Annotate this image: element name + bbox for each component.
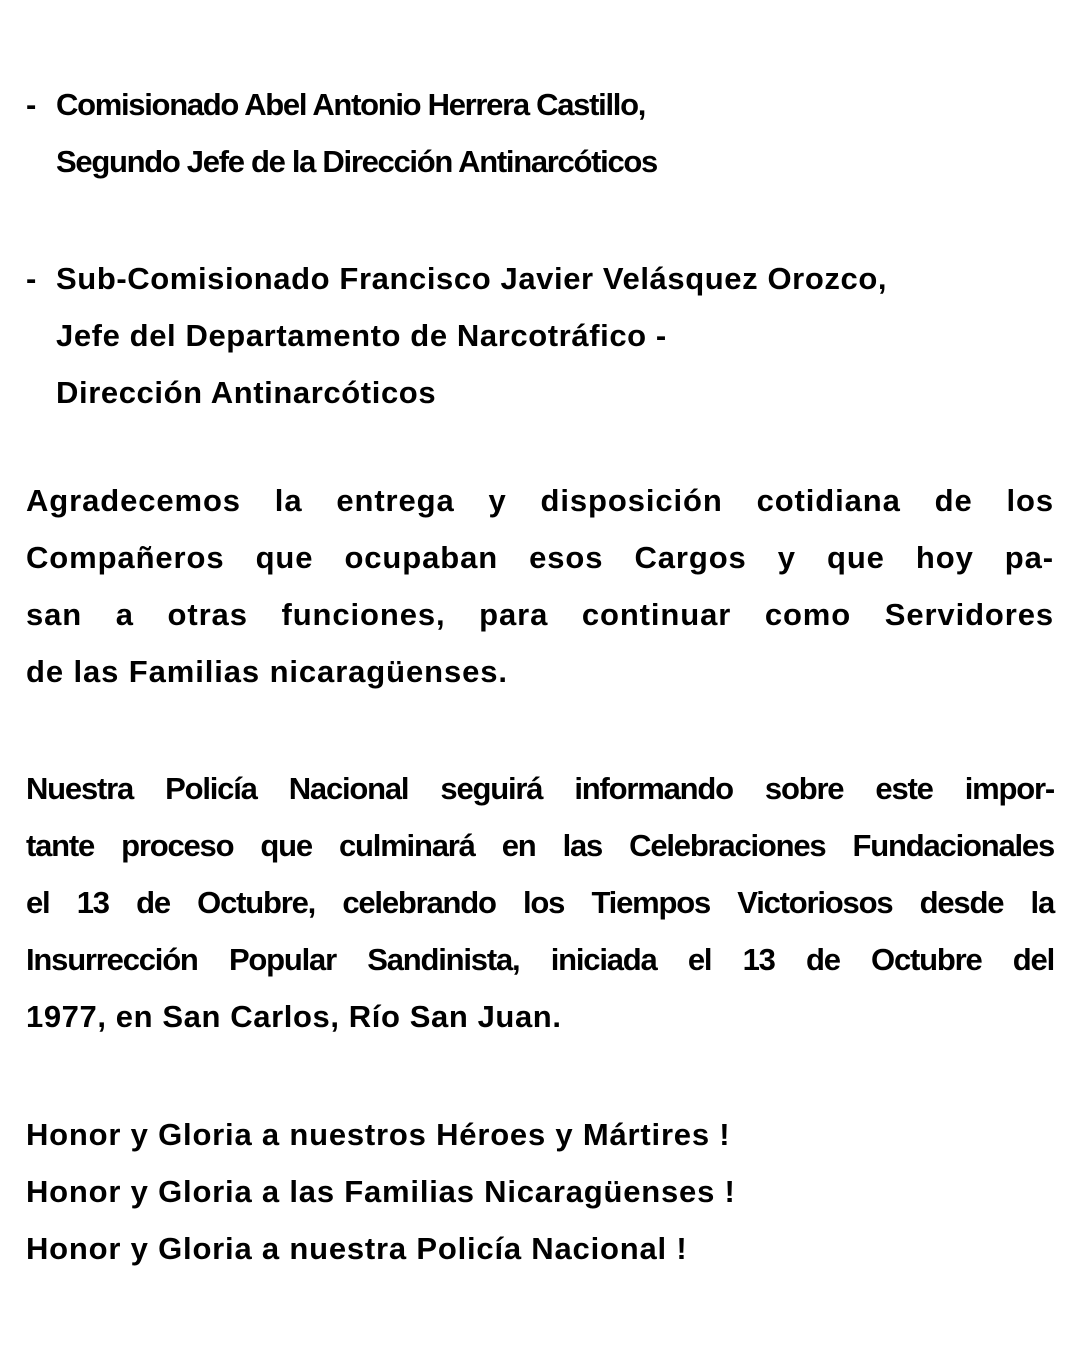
paragraph-line: Insurrección Popular Sandinista, iniciada el 13 de Octubre del (26, 942, 1054, 977)
entry-position-line: Dirección Antinarcóticos (56, 375, 437, 410)
news-paragraph (26, 760, 1054, 1045)
entry-position-line: Segundo Jefe de la Dirección Antinarcóticos (56, 144, 657, 179)
honor-line: Honor y Gloria a las Familias Nicaragüenses ! (26, 1174, 736, 1209)
paragraph-line: Nuestra Policía Nacional seguirá informando sobre este impor- (26, 771, 1054, 806)
honor-line: Honor y Gloria a nuestros Héroes y Mártires ! (26, 1117, 731, 1152)
bullet-dash: - (26, 261, 37, 296)
entry-name-line: Sub-Comisionado Francisco Javier Velásquez Orozco, (56, 261, 888, 296)
entry-position-line: Jefe del Departamento de Narcotráfico - (56, 318, 667, 353)
thanks-paragraph (26, 472, 1054, 700)
paragraph-line: san a otras funciones, para continuar como Servidores (26, 597, 1054, 632)
honor-line: Honor y Gloria a nuestra Policía Nacional ! (26, 1231, 688, 1266)
paragraph-line: 1977, en San Carlos, Río San Juan. (26, 999, 562, 1034)
appointment-entry-velasquez (26, 250, 1056, 421)
entry-name-line: Comisionado Abel Antonio Herrera Castillo, (56, 87, 646, 122)
bullet-dash: - (26, 87, 37, 122)
honor-closing (26, 1106, 1054, 1277)
paragraph-line: Agradecemos la entrega y disposición cotidiana de los (26, 483, 1054, 518)
paragraph-line: de las Familias nicaragüenses. (26, 654, 508, 689)
appointment-entry-herrera (26, 76, 1056, 190)
paragraph-line: tante proceso que culminará en las Celebraciones Fundacionales (26, 828, 1054, 863)
paragraph-line: el 13 de Octubre, celebrando los Tiempos Victoriosos desde la (26, 885, 1054, 920)
paragraph-line: Compañeros que ocupaban esos Cargos y que hoy pa- (26, 540, 1054, 575)
